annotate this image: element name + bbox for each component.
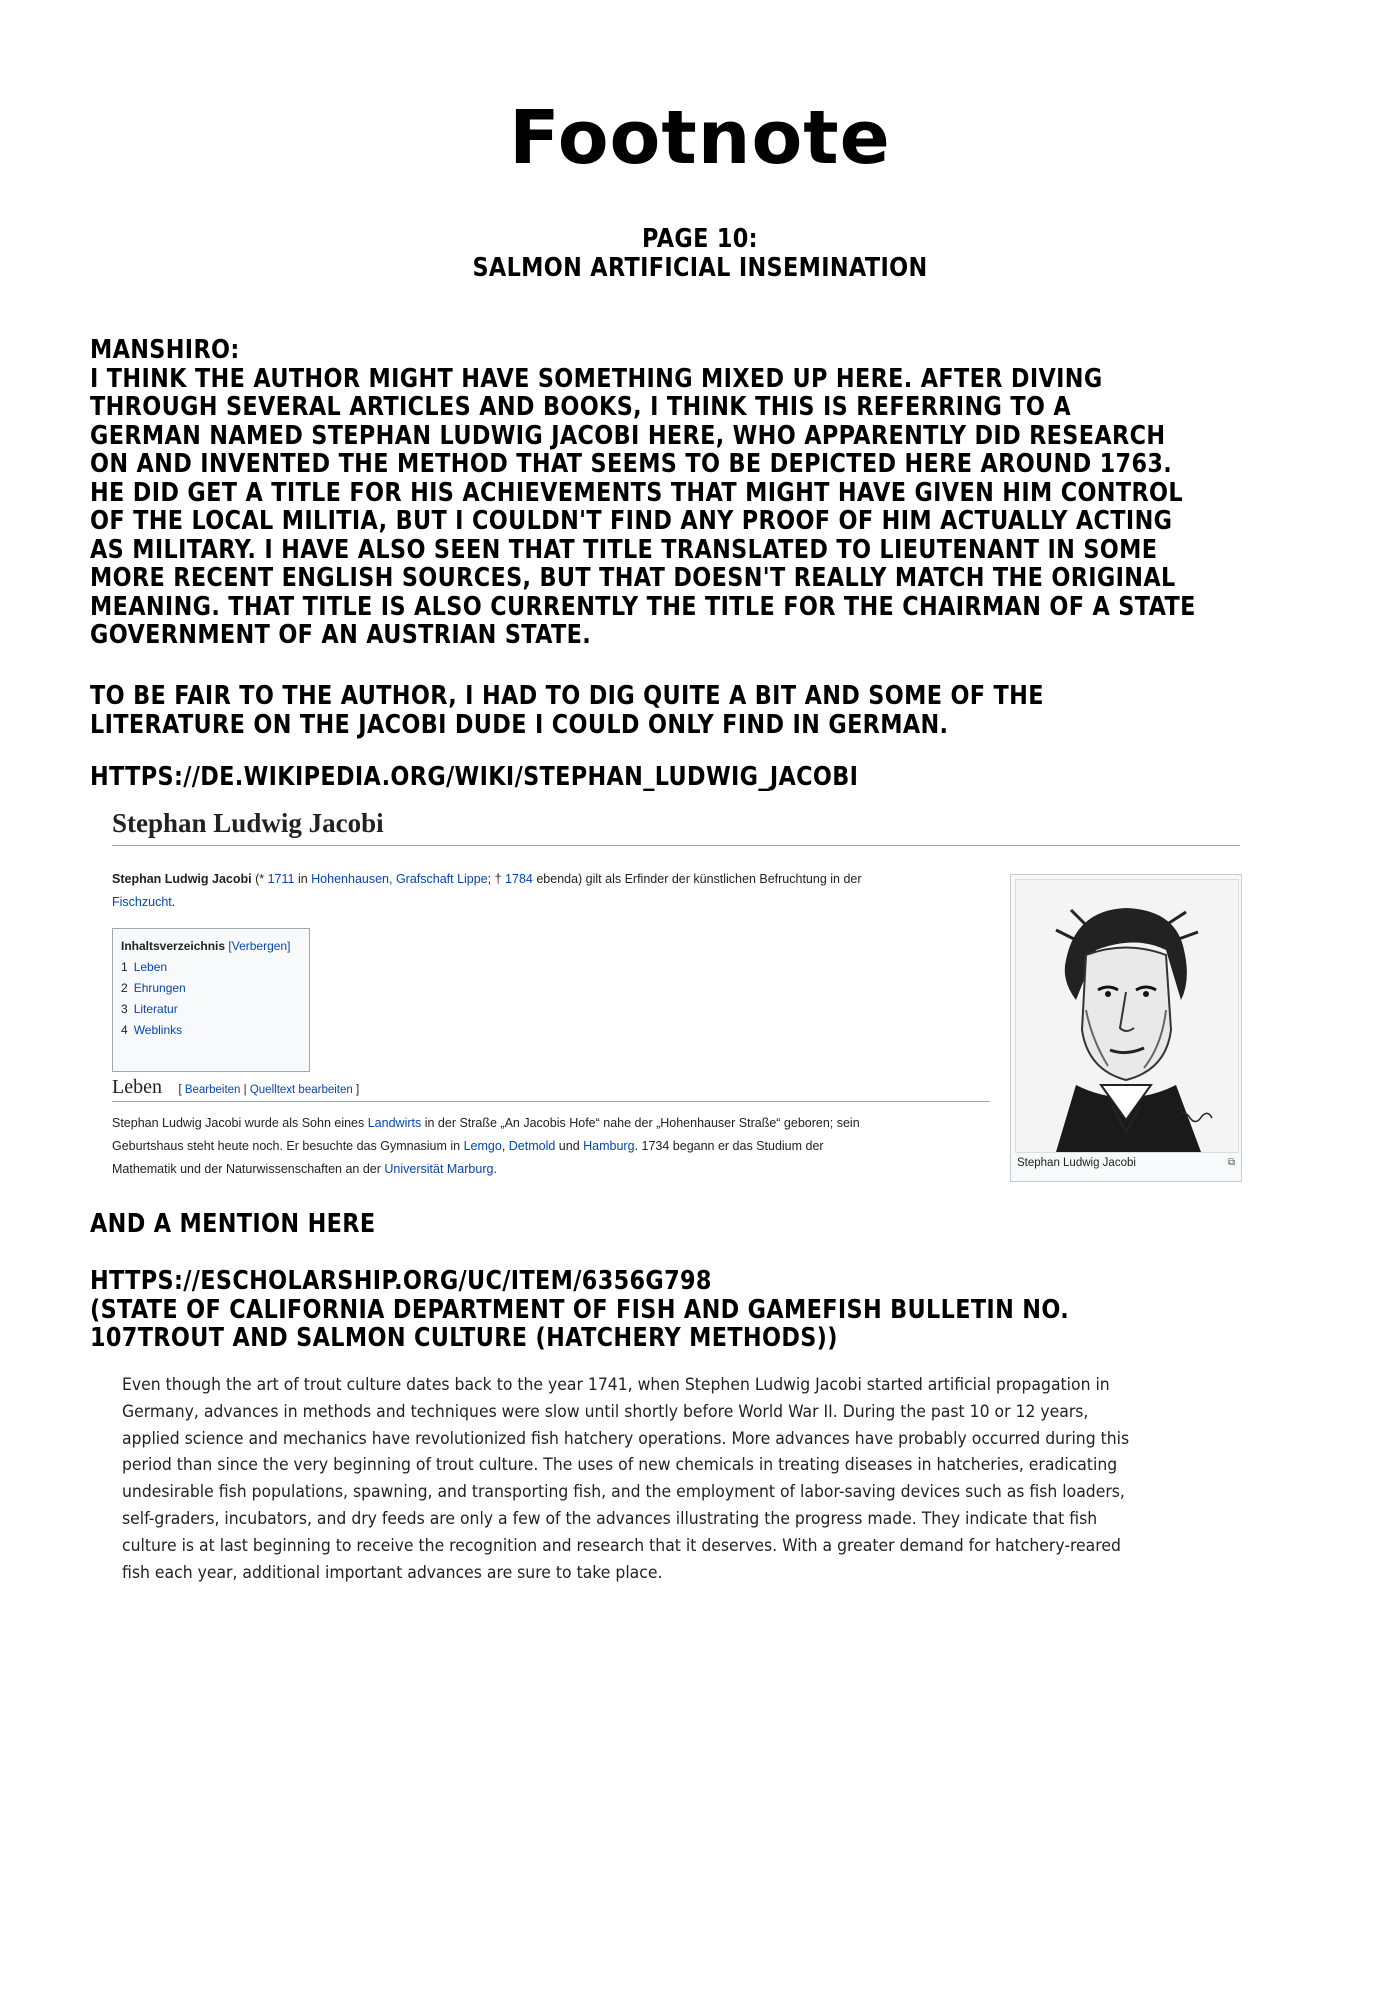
infobox [1010, 874, 1242, 1182]
excerpt-line: self-graders, incubators, and dry feeds are only a few of the advances illustrating the progress made. They indicate that fish [122, 1508, 1098, 1529]
bulletin-excerpt [122, 1372, 1252, 1586]
wikipedia-screenshot [112, 808, 1242, 1176]
note-line: HE DID GET A TITLE FOR HIS ACHIEVEMENTS THAT MIGHT HAVE GIVEN HIM CONTROL [90, 477, 1183, 508]
escholarship-desc: (STATE OF CALIFORNIA DEPARTMENT OF FISH AND GAMEFISH BULLETIN NO. [90, 1294, 1070, 1325]
wiki-link-landwirts[interactable]: Landwirts [367, 1116, 422, 1130]
wiki-text: in [294, 872, 312, 886]
table-of-contents [112, 928, 310, 1072]
section-heading-leben [112, 1076, 990, 1102]
wiki-intro [112, 868, 992, 914]
note-line: TO BE FAIR TO THE AUTHOR, I HAD TO DIG QUITE A BIT AND SOME OF THE [90, 681, 1044, 711]
wiki-link-death-year[interactable]: 1784 [505, 872, 533, 886]
portrait-image[interactable] [1015, 879, 1239, 1153]
note-line: GERMAN NAMED STEPHAN LUDWIG JACOBI HERE, WHO APPARENTLY DID RESEARCH [90, 420, 1166, 451]
bracket: [ [178, 1084, 185, 1096]
bracket: ] [352, 1084, 360, 1096]
enlarge-icon[interactable]: ⧉ [1227, 1157, 1235, 1168]
toc-item-ehrungen[interactable] [121, 981, 301, 995]
note-line: I THINK THE AUTHOR MIGHT HAVE SOMETHING MIXED UP HERE. AFTER DIVING [90, 363, 1103, 394]
note-line: GOVERNMENT OF AN AUSTRIAN STATE. [90, 620, 592, 650]
wiki-link-detmold[interactable]: Detmold [508, 1139, 556, 1153]
excerpt-line: period than since the very beginning of trout culture. The uses of new chemicals in treating diseases in hatcheries, eradicating [122, 1455, 1118, 1476]
wiki-link-birth-place[interactable]: Hohenhausen, Grafschaft Lippe [311, 872, 488, 886]
portrait-sketch [1016, 880, 1238, 1152]
page-reference [0, 225, 1400, 282]
toc-label: Weblinks [133, 1023, 183, 1037]
note-line: LITERATURE ON THE JACOBI DUDE I COULD ONLY FIND IN GERMAN. [90, 709, 949, 740]
mention-text: AND A MENTION HERE [90, 1209, 376, 1239]
escholarship-url-link[interactable]: HTTPS://ESCHOLARSHIP.ORG/UC/ITEM/6356G798 [90, 1266, 712, 1296]
note-line: MANSHIRO: [90, 335, 240, 365]
wiki-text: ebenda) gilt als Erfinder der künstlichen Befruchtung in der [532, 872, 862, 886]
toc-toggle-link[interactable]: [Verbergen] [228, 939, 291, 953]
toc-num: 1 [121, 960, 128, 974]
wiki-url-link[interactable]: HTTPS://DE.WIKIPEDIA.ORG/WIKI/STEPHAN_LUDWIG_JACOBI [90, 762, 859, 792]
note-line: THROUGH SEVERAL ARTICLES AND BOOKS, I THINK THIS IS REFERRING TO A [90, 392, 1072, 422]
excerpt-line: Germany, advances in methods and techniques were slow until shortly before World War II. During the past 10 or 12 years, [122, 1401, 1089, 1422]
wiki-text: Geburtshaus steht heute noch. Er besuchte das Gymnasium in [112, 1139, 464, 1153]
toc-num: 2 [121, 981, 128, 995]
edit-link[interactable]: Bearbeiten [184, 1084, 241, 1096]
wiki-link-lemgo[interactable]: Lemgo [463, 1139, 502, 1153]
toc-item-leben[interactable] [121, 960, 301, 974]
wiki-text: . 1734 begann er das Studium der [634, 1139, 824, 1153]
toc-item-literatur[interactable] [121, 1002, 301, 1016]
wiki-text: . [171, 895, 176, 909]
wiki-text: Mathematik und der Naturwissenschaften an der [112, 1162, 385, 1176]
separator: | [240, 1084, 250, 1096]
toc-title [121, 939, 301, 953]
toc-label: Literatur [133, 1002, 178, 1016]
excerpt-line: applied science and mechanics have revolutionized fish hatchery operations. More advances have probably occurred during this [122, 1428, 1130, 1449]
excerpt-line: fish each year, additional important advances are sure to take place. [122, 1562, 663, 1583]
section-body [112, 1112, 992, 1181]
note-line: MEANING. THAT TITLE IS ALSO CURRENTLY THE TITLE FOR THE CHAIRMAN OF A STATE [90, 591, 1196, 622]
toc-label: Ehrungen [133, 981, 186, 995]
section-edit-links [178, 1084, 359, 1096]
wiki-name-bold: Stephan Ludwig Jacobi [112, 872, 252, 886]
wiki-text: ; † [487, 872, 506, 886]
toc-label: Leben [133, 960, 168, 974]
page-topic: SALMON ARTIFICIAL INSEMINATION [472, 252, 928, 283]
wiki-text: , [501, 1139, 509, 1153]
wiki-text: in der Straße „An Jacobis Hofe“ nahe der „Hohenhauser Straße“ geboren; sein [421, 1116, 860, 1130]
toc-item-weblinks[interactable] [121, 1023, 301, 1037]
wiki-link-marburg[interactable]: Universität Marburg [384, 1162, 494, 1176]
escholarship-desc: 107TROUT AND SALMON CULTURE (HATCHERY METHODS)) [90, 1323, 838, 1353]
edit-source-link[interactable]: Quelltext bearbeiten [249, 1084, 353, 1096]
section-title: Leben [112, 1076, 162, 1098]
excerpt-line: Even though the art of trout culture dates back to the year 1741, when Stephen Ludwig Jacobi started artificial propagation in [122, 1375, 1110, 1395]
page-title: Footnote [509, 95, 891, 181]
wiki-text: (* [251, 872, 268, 886]
excerpt-line: undesirable fish populations, spawning, and transporting fish, and the employment of labor-saving devices such as fish loaders, [122, 1482, 1125, 1503]
toc-title-text: Inhaltsverzeichnis [121, 939, 226, 953]
note-line: ON AND INVENTED THE METHOD THAT SEEMS TO BE DEPICTED HERE AROUND 1763. [90, 449, 1173, 479]
toc-num: 3 [121, 1002, 128, 1016]
toc-num: 4 [121, 1023, 128, 1037]
wiki-text: und [555, 1139, 584, 1153]
wiki-link-fischzucht[interactable]: Fischzucht [112, 895, 172, 909]
note-line: AS MILITARY. I HAVE ALSO SEEN THAT TITLE TRANSLATED TO LIEUTENANT IN SOME [90, 534, 1158, 565]
wiki-text: Stephan Ludwig Jacobi wurde als Sohn eines [112, 1116, 368, 1130]
wiki-text: . [493, 1162, 497, 1176]
wiki-article-title: Stephan Ludwig Jacobi [112, 808, 1240, 846]
infobox-caption: Stephan Ludwig Jacobi [1017, 1157, 1136, 1169]
note-line: MORE RECENT ENGLISH SOURCES, BUT THAT DOESN'T REALLY MATCH THE ORIGINAL [90, 563, 1176, 593]
wiki-link-birth-year[interactable]: 1711 [267, 872, 295, 886]
excerpt-line: culture is at last beginning to receive the recognition and research that it deserves. With a greater demand for hatchery-reared [122, 1535, 1121, 1556]
note-line: OF THE LOCAL MILITIA, BUT I COULDN'T FIND ANY PROOF OF HIM ACTUALLY ACTING [90, 506, 1173, 536]
wiki-link-hamburg[interactable]: Hamburg [583, 1139, 635, 1153]
escholarship-ref [90, 1267, 1228, 1353]
translator-note [90, 336, 1376, 650]
page-number: PAGE 10: [642, 224, 758, 254]
fair-note [90, 682, 1199, 739]
